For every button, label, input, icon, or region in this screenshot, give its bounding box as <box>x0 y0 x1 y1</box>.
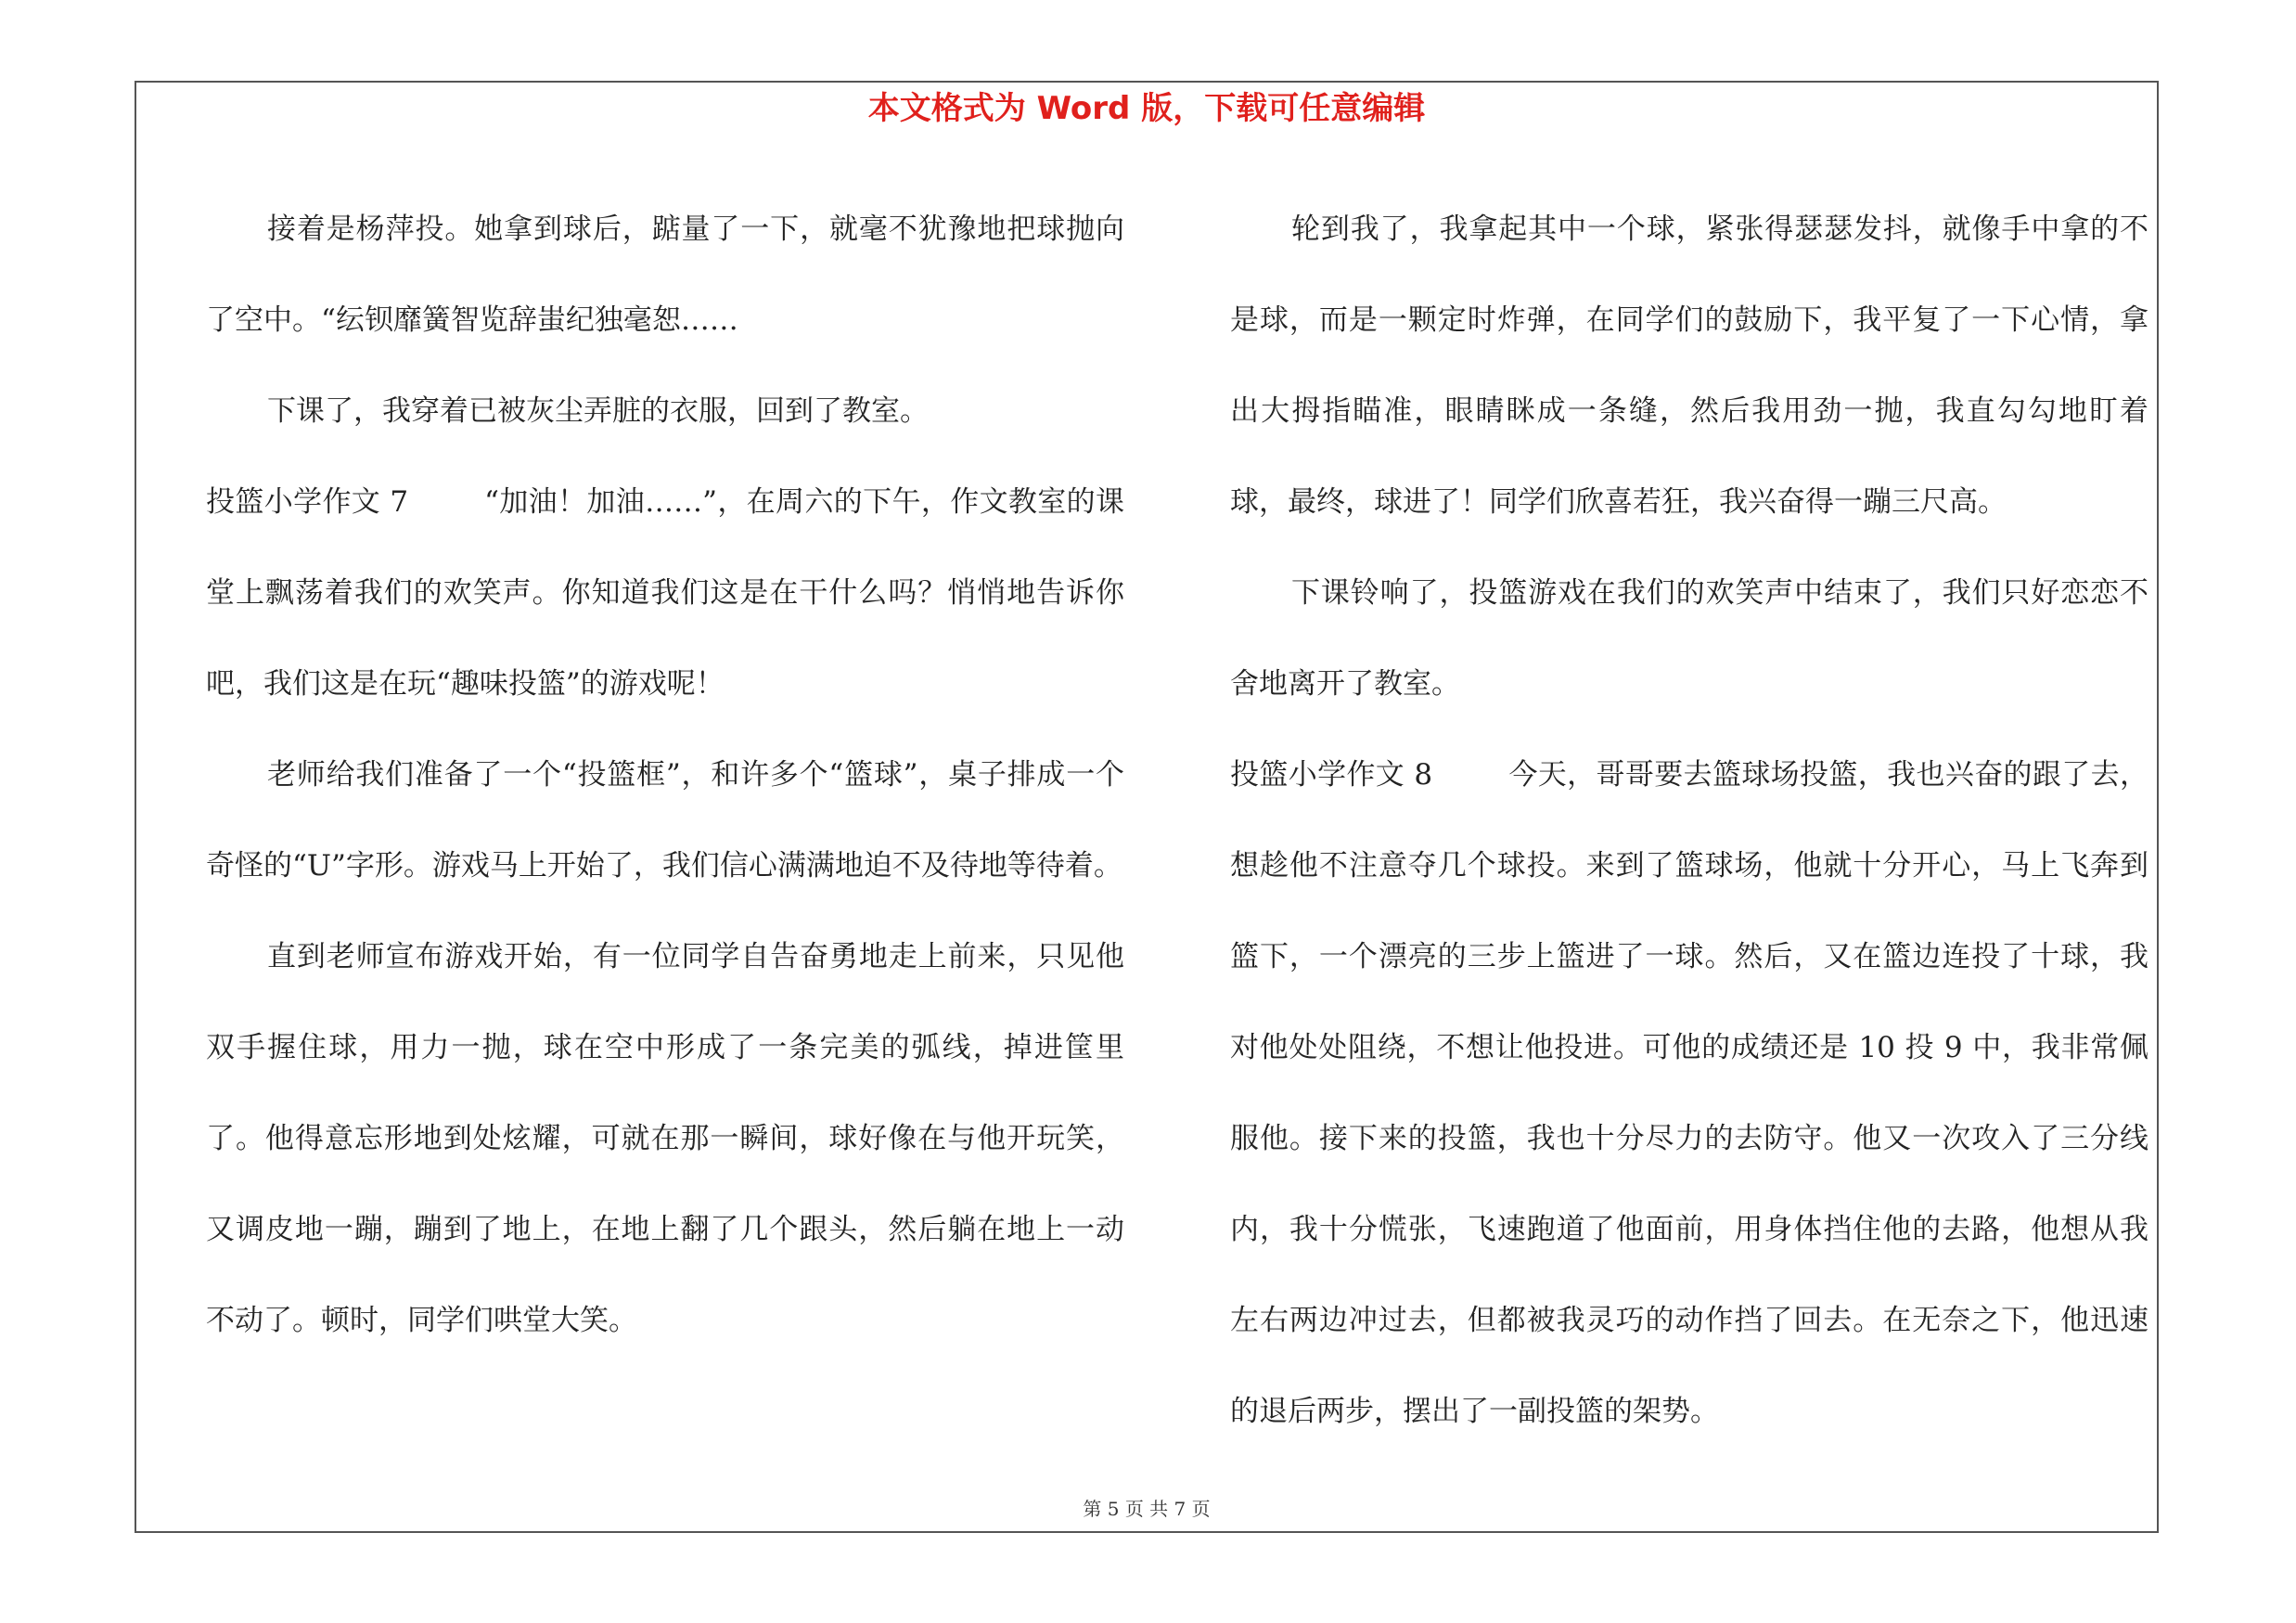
format-banner: 本文格式为 Word 版，下载可任意编辑 <box>867 90 1426 127</box>
paragraph: 下课了，我穿着已被灰尘弄脏的衣服，回到了教室。 <box>267 394 929 428</box>
essay-heading-paragraph <box>1230 729 2148 1457</box>
paragraph: 老师给我们准备了一个“投篮框”，和许多个“篮球”，桌子排成一个奇怪的“U”字形。游戏马上开始了，我们信心满满地迫不及待地等待着。 <box>206 758 1124 882</box>
essay-heading-paragraph <box>206 457 1124 729</box>
paragraph: 轮到我了，我拿起其中一个球，紧张得瑟瑟发抖，就像手中拿的不是球，而是一颗定时炸弹，在同学们的鼓励下，我平复了一下心情，拿出大拇指瞄准，眼睛眯成一条缝，然后我用劲一抛，我直勾勾地盯着球，最终，球进了！同学们欣喜若狂，我兴奋得一蹦三尺高。 <box>1230 213 2148 519</box>
page-number: 第 5 页 共 7 页 <box>1083 1498 1211 1520</box>
paragraph: 直到老师宣布游戏开始，有一位同学自告奋勇地走上前来，只见他双手握住球，用力一抛，球在空中形成了一条完美的弧线，掉进筐里了。他得意忘形地到处炫耀，可就在那一瞬间，球好像在与他开玩笑，又调皮地一蹦，蹦到了地上，在地上翻了几个跟头，然后躺在地上一动不动了。顿时，同学们哄堂大笑。 <box>206 940 1124 1337</box>
paragraph: 下课铃响了，投篮游戏在我们的欢笑声中结束了，我们只好恋恋不舍地离开了教室。 <box>1230 576 2148 701</box>
paragraph-body: “加油！加油……”，在周六的下午，作文教室的课堂上飘荡着我们的欢笑声。你知道我们这是在干什么吗？悄悄地告诉你吧，我们这是在玩“趣味投篮”的游戏呢！ <box>206 485 1125 701</box>
paragraph: 接着是杨萍投。她拿到球后，踮量了一下，就毫不犹豫地把球抛向了空中。“纭钡靡簧智览辞蚩纪独毫恕…… <box>206 213 1124 337</box>
paragraph-body: 今天，哥哥要去篮球场投篮，我也兴奋的跟了去，想趁他不注意夺几个球投。来到了篮球场，他就十分开心，马上飞奔到篮下，一个漂亮的三步上篮进了一球。然后，又在篮边连投了十球，我对他处处阻绕，不想让他投进。可他的成绩还是 10 投 9 中，我非常佩服他。接下来的投篮，我也十分尽力的去防守。他又一次攻入了三分线内，我十分慌张，飞速跑道了他面前，用身体挡住他的去路，他想从我左右两边冲过去，但都被我灵巧的动作挡了回去。在无奈之下，他迅速的退后两步，摆出了一副投篮的架势。 <box>1230 758 2148 1428</box>
left-column <box>206 184 1124 1366</box>
essay-title: 投篮小学作文 7 <box>206 485 409 519</box>
right-column <box>1230 184 2148 1457</box>
essay-title: 投篮小学作文 8 <box>1230 758 1433 792</box>
